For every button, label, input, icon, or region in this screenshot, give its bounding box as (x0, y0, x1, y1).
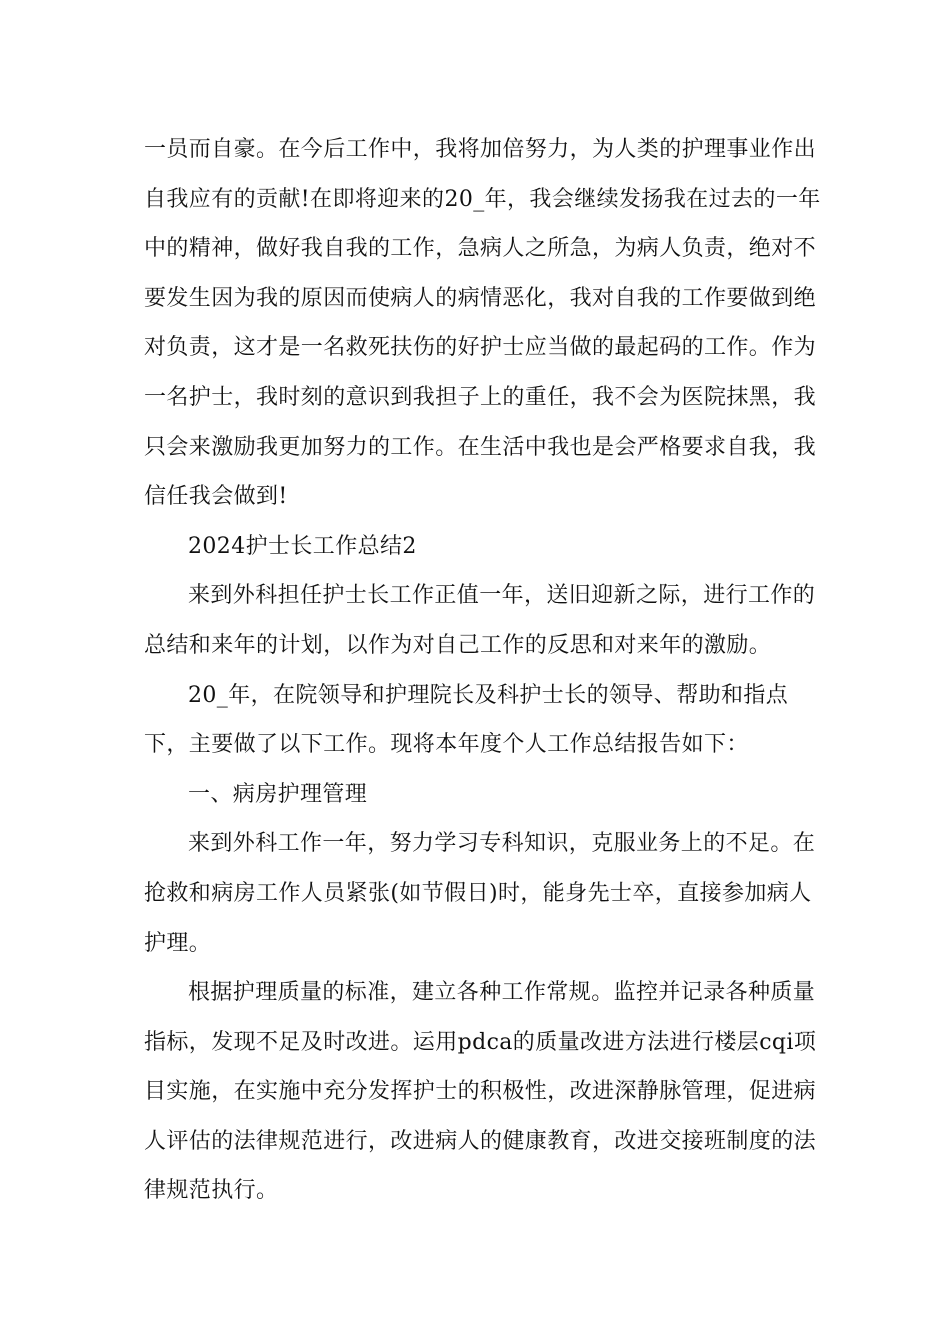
section-title: 2024护士长工作总结2 (188, 533, 417, 559)
paragraph-continuation: 一员而自豪。在今后工作中，我将加倍努力，为人类的护理事业作出自我应有的贡献!在即将迎来的20_年，我会继续发扬我在过去的一年中的精神，做好我自我的工作，急病人之所急，为病人负责，绝对不要发生因为我的原因而使病人的病情恶化，我对自我的工作要做到绝对负责，这才是一名救死扶伤的好护士应当做的最起码的工作。作为一名护士，我时刻的意识到我担子上的重任，我不会为医院抹黑，我只会来激励我更加努力的工作。在生活中我也是会严格要求自我，我信任我会做到! (144, 137, 821, 510)
document-page (144, 125, 828, 1216)
paragraph-intro: 来到外科担任护士长工作正值一年，送旧迎新之际，进行工作的总结和来年的计划，以作为对自己工作的反思和对来年的激励。 (144, 583, 816, 658)
paragraph-quality-standards: 根据护理质量的标准，建立各种工作常规。监控并记录各种质量指标，发现不足及时改进。运用pdca的质量改进方法进行楼层cqi项目实施，在实施中充分发挥护士的积极性，改进深静脉管理，促进病人评估的法律规范进行，改进病人的健康教育，改进交接班制度的法律规范执行。 (144, 980, 817, 1204)
paragraph-ward-work: 来到外科工作一年，努力学习专科知识，克服业务上的不足。在抢救和病房工作人员紧张(如节假日)时，能身先士卒，直接参加病人护理。 (144, 831, 816, 956)
subsection-title: 一、病房护理管理 (188, 781, 368, 807)
paragraph-year-summary: 20_年，在院领导和护理院长及科护士长的领导、帮助和指点下，主要做了以下工作。现将本年度个人工作总结报告如下： (144, 682, 789, 758)
